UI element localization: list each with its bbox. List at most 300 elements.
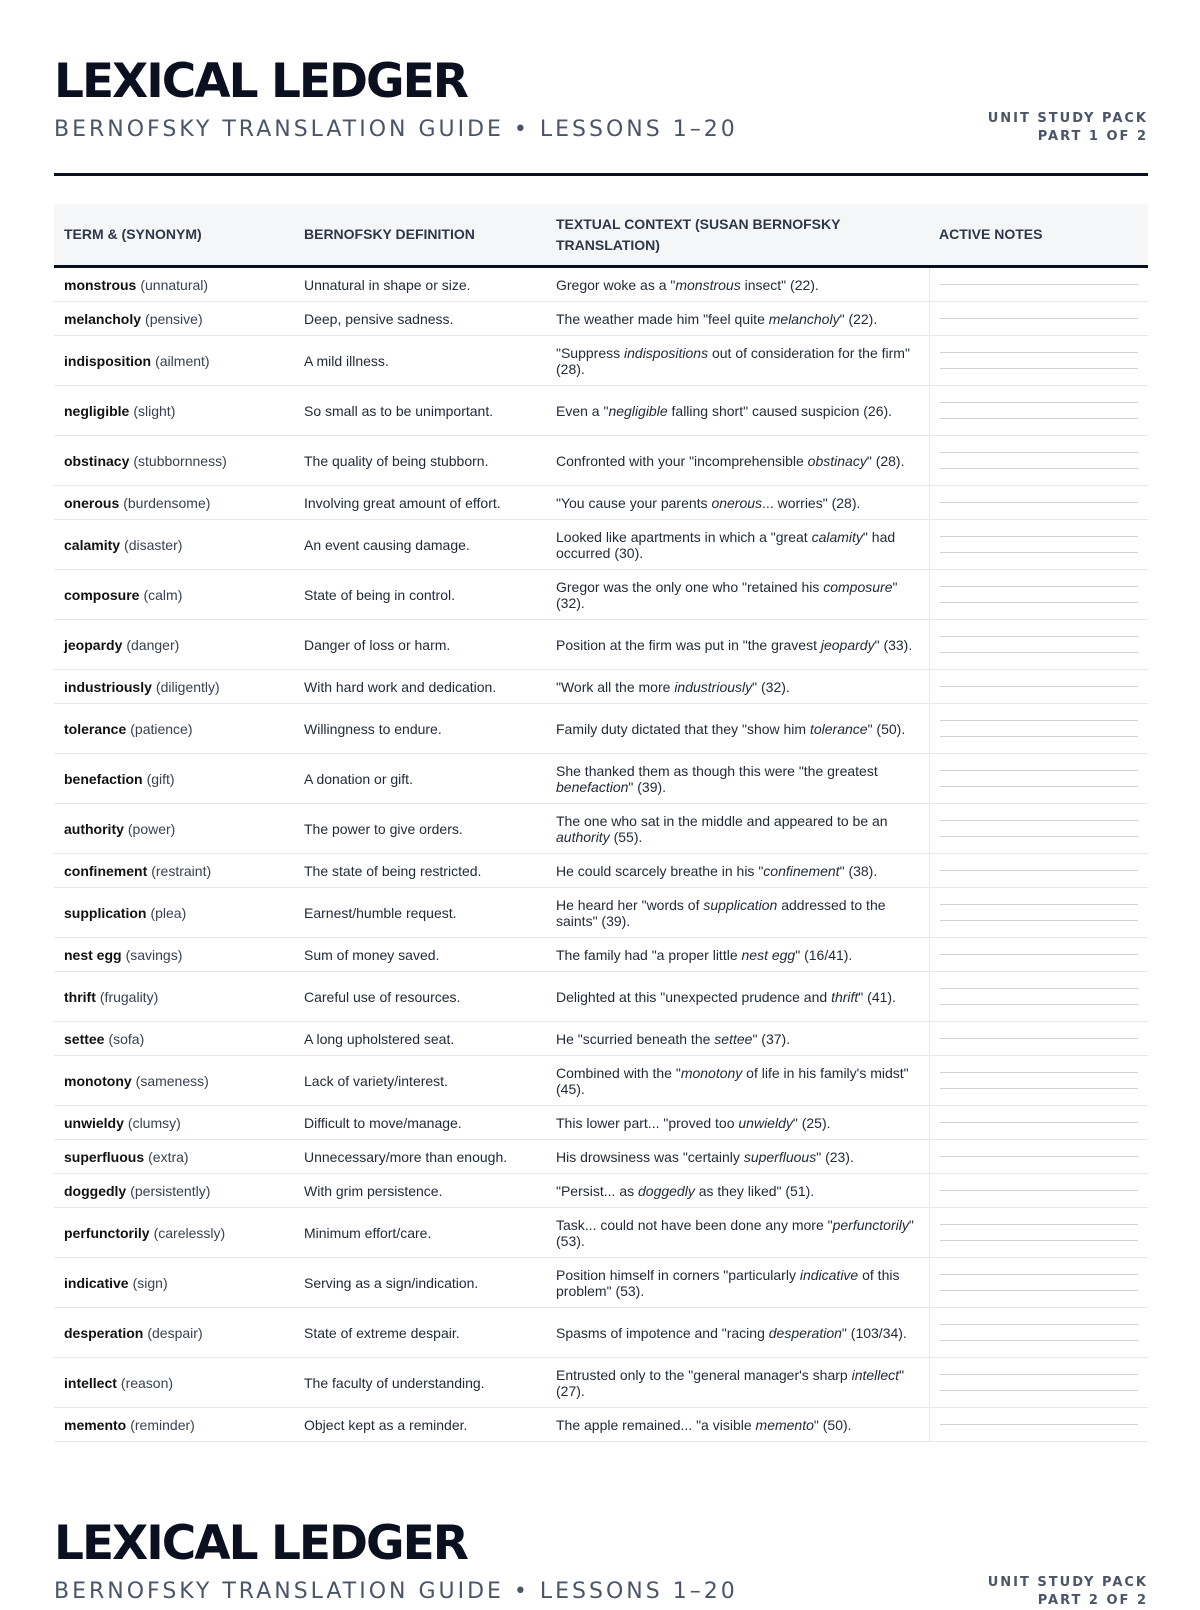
context-after: " (50).	[813, 1416, 852, 1433]
context-before: Family duty dictated that they "show him	[556, 720, 810, 737]
context-cell	[546, 436, 929, 485]
context-before: Looked like apartments in which a "great	[556, 528, 812, 545]
note-line	[940, 636, 1138, 637]
context-quote	[556, 1115, 831, 1131]
term: thrift	[64, 988, 96, 1005]
definition-cell: Serving as a sign/indication.	[304, 1274, 479, 1291]
definition-cell: With hard work and dedication.	[304, 678, 497, 695]
context-before: Delighted at this "unexpected prudence and	[556, 988, 832, 1005]
table-row	[54, 854, 1148, 888]
table-row	[54, 486, 1148, 520]
table-row	[54, 1056, 1148, 1106]
synonym: (power)	[127, 820, 176, 837]
definition-cell: A mild illness.	[304, 352, 389, 369]
table-row	[54, 1022, 1148, 1056]
context-quote	[556, 637, 912, 653]
page-title: LEXICAL LEDGER	[54, 54, 467, 109]
notes-cell[interactable]	[929, 704, 1148, 753]
notes-cell[interactable]	[929, 754, 1148, 803]
note-line	[940, 368, 1138, 369]
table-row	[54, 754, 1148, 804]
context-quote	[556, 1149, 854, 1165]
context-before: Task... could not have been done any more "	[556, 1216, 833, 1233]
definition-cell: Willingness to endure.	[304, 720, 442, 737]
note-line	[940, 1156, 1138, 1157]
notes-cell[interactable]	[929, 486, 1148, 519]
definition-cell: The state of being restricted.	[304, 862, 482, 879]
definition-cell: Earnest/humble request.	[304, 904, 457, 921]
notes-cell[interactable]	[929, 620, 1148, 669]
context-term: indicative	[799, 1266, 859, 1283]
notes-cell[interactable]	[929, 1022, 1148, 1055]
term: jeopardy	[64, 636, 123, 653]
context-term: settee	[714, 1030, 753, 1047]
context-term: composure	[823, 578, 893, 595]
term: authority	[64, 820, 124, 837]
context-before: "You cause your parents	[556, 494, 712, 511]
definition-cell: The faculty of understanding.	[304, 1374, 485, 1391]
context-after: " (103/34).	[841, 1324, 907, 1341]
note-line	[940, 686, 1138, 687]
context-quote	[556, 1065, 917, 1097]
table-row	[54, 570, 1148, 620]
context-cell	[546, 302, 929, 335]
context-after: of this problem" (53).	[556, 1266, 900, 1299]
definition-cell: Lack of variety/interest.	[304, 1072, 448, 1089]
definition-cell: Object kept as a reminder.	[304, 1416, 468, 1433]
term: onerous	[64, 494, 120, 511]
synonym: (savings)	[125, 946, 183, 963]
synonym: (sofa)	[108, 1030, 145, 1047]
notes-cell[interactable]	[929, 1174, 1148, 1207]
definition-cell: The power to give orders.	[304, 820, 463, 837]
context-quote	[556, 721, 905, 737]
table-row	[54, 520, 1148, 570]
notes-cell[interactable]	[929, 268, 1148, 301]
term-cell	[54, 1208, 294, 1257]
notes-cell[interactable]	[929, 854, 1148, 887]
note-line	[940, 1224, 1138, 1225]
note-line	[940, 920, 1138, 921]
term-cell	[54, 386, 294, 435]
table-row	[54, 972, 1148, 1022]
table-row	[54, 436, 1148, 486]
definition-cell: Danger of loss or harm.	[304, 636, 451, 653]
note-line	[940, 452, 1138, 453]
context-after: " had occurred (30).	[556, 528, 896, 561]
note-line	[940, 1374, 1138, 1375]
note-line	[940, 1424, 1138, 1425]
synonym: (unnatural)	[140, 276, 209, 293]
context-after: " (23).	[816, 1148, 854, 1165]
context-quote	[556, 897, 917, 929]
term-cell	[54, 302, 294, 335]
context-quote	[556, 947, 852, 963]
definition-cell: Unnatural in shape or size.	[304, 276, 471, 293]
table-row	[54, 670, 1148, 704]
term: nest egg	[64, 946, 122, 963]
page-header	[54, 54, 1148, 144]
term-cell	[54, 1106, 294, 1139]
context-after: " (28).	[866, 452, 905, 469]
term-cell	[54, 268, 294, 301]
context-term: thrift	[831, 988, 859, 1005]
term-cell	[54, 1358, 294, 1407]
context-term: desperation	[768, 1324, 842, 1341]
term-cell	[54, 1140, 294, 1173]
page-subtitle-part-2: BERNOFSKY TRANSLATION GUIDE • LESSONS 1–20	[54, 1579, 738, 1604]
context-before: Gregor woke as a "	[556, 276, 676, 293]
notes-cell[interactable]	[929, 1408, 1148, 1441]
term: memento	[64, 1416, 127, 1433]
definition-cell: Deep, pensive sadness.	[304, 310, 454, 327]
context-term: tolerance	[809, 720, 868, 737]
table-row	[54, 1106, 1148, 1140]
context-before: The one who sat in the middle and appeared to be an	[556, 812, 888, 829]
table-row	[54, 1140, 1148, 1174]
context-before: "Work all the more	[556, 678, 675, 695]
term: unwieldy	[64, 1114, 124, 1131]
context-quote	[556, 311, 877, 327]
context-term: calamity	[811, 528, 863, 545]
context-quote	[556, 1417, 852, 1433]
context-term: doggedly	[638, 1182, 695, 1199]
table-row	[54, 1174, 1148, 1208]
term: melancholy	[64, 310, 142, 327]
context-cell	[546, 670, 929, 703]
notes-cell[interactable]	[929, 1208, 1148, 1257]
context-after: addressed to the saints" (39).	[556, 896, 886, 929]
notes-cell[interactable]	[929, 1106, 1148, 1139]
context-quote	[556, 989, 896, 1005]
notes-cell[interactable]	[929, 336, 1148, 385]
note-line	[940, 418, 1138, 419]
term: negligible	[64, 402, 130, 419]
context-before: She thanked them as though this were "the greatest	[556, 762, 878, 779]
term-cell	[54, 1308, 294, 1357]
pack-meta-part-2	[988, 1574, 1148, 1610]
notes-cell[interactable]	[929, 670, 1148, 703]
context-after: " (50).	[867, 720, 906, 737]
note-line	[940, 1274, 1138, 1275]
synonym: (calm)	[143, 586, 183, 603]
context-before: The apple remained... "a visible	[556, 1416, 756, 1433]
context-before: Entrusted only to the "general manager's sharp	[556, 1366, 852, 1383]
context-after: " (53).	[556, 1216, 914, 1249]
context-term: authority	[556, 828, 610, 845]
context-after: (55).	[609, 828, 643, 845]
context-before: Gregor was the only one who "retained his	[556, 578, 824, 595]
term-cell	[54, 436, 294, 485]
column-header-notes: ACTIVE NOTES	[939, 226, 1043, 242]
term-cell	[54, 888, 294, 937]
definition-cell: State of extreme despair.	[304, 1324, 460, 1341]
term-cell	[54, 1022, 294, 1055]
context-before: Combined with the "	[556, 1064, 681, 1081]
context-term: perfunctorily	[832, 1216, 909, 1233]
context-quote	[556, 1325, 907, 1341]
note-line	[940, 836, 1138, 837]
table-row	[54, 386, 1148, 436]
context-cell	[546, 520, 929, 569]
part-label-part-2: PART 2 OF 2	[1037, 1593, 1148, 1608]
definition-cell: Involving great amount of effort.	[304, 494, 501, 511]
definition-cell: A long upholstered seat.	[304, 1030, 455, 1047]
table-header	[54, 204, 1148, 268]
definition-cell: A donation or gift.	[304, 770, 413, 787]
context-term: monotony	[680, 1064, 743, 1081]
context-quote	[556, 277, 819, 293]
term-cell	[54, 1258, 294, 1307]
note-line	[940, 1038, 1138, 1039]
term-cell	[54, 520, 294, 569]
context-before: "Persist... as	[556, 1182, 638, 1199]
table-row	[54, 1408, 1148, 1442]
context-after: " (41).	[858, 988, 896, 1005]
context-cell	[546, 1174, 929, 1207]
context-before: He "scurried beneath the	[556, 1030, 715, 1047]
term: doggedly	[64, 1182, 127, 1199]
context-quote	[556, 579, 917, 611]
context-quote	[556, 813, 917, 845]
context-cell	[546, 1140, 929, 1173]
term: settee	[64, 1030, 105, 1047]
context-before: Position himself in corners "particularly	[556, 1266, 800, 1283]
pack-label-part-2: UNIT STUDY PACK	[987, 1575, 1148, 1590]
note-line	[940, 586, 1138, 587]
notes-cell[interactable]	[929, 386, 1148, 435]
definition-cell: With grim persistence.	[304, 1182, 443, 1199]
table-row	[54, 620, 1148, 670]
context-cell	[546, 1106, 929, 1139]
context-after: " (33).	[874, 636, 913, 653]
synonym: (slight)	[133, 402, 176, 419]
context-after: insect" (22).	[740, 276, 819, 293]
context-before: His drowsiness was "certainly	[556, 1148, 744, 1165]
context-quote	[556, 1367, 917, 1399]
context-cell	[546, 386, 929, 435]
term: intellect	[64, 1374, 117, 1391]
context-cell	[546, 1358, 929, 1407]
column-header-definition: BERNOFSKY DEFINITION	[304, 226, 475, 242]
term: monotony	[64, 1072, 132, 1089]
term: industriously	[64, 678, 152, 695]
term-cell	[54, 972, 294, 1021]
note-line	[940, 736, 1138, 737]
term: indisposition	[64, 352, 152, 369]
term: benefaction	[64, 770, 143, 787]
header-divider	[54, 173, 1148, 176]
table-row	[54, 888, 1148, 938]
note-line	[940, 786, 1138, 787]
note-line	[940, 1324, 1138, 1325]
context-term: benefaction	[556, 778, 629, 795]
context-after: " (38).	[839, 862, 878, 879]
column-header-context: TEXTUAL CONTEXT (SUSAN BERNOFSKY TRANSLATION)	[556, 215, 841, 253]
term-cell	[54, 670, 294, 703]
note-line	[940, 552, 1138, 553]
context-cell	[546, 972, 929, 1021]
term-cell	[54, 938, 294, 971]
context-quote	[556, 529, 917, 561]
context-cell	[546, 1308, 929, 1357]
term: tolerance	[64, 720, 127, 737]
context-term: industriously	[674, 678, 753, 695]
context-cell	[546, 570, 929, 619]
note-line	[940, 1290, 1138, 1291]
note-line	[940, 1004, 1138, 1005]
page-title-part-2: LEXICAL LEDGER	[54, 1516, 467, 1571]
context-after: " (16/41).	[795, 946, 853, 963]
notes-cell[interactable]	[929, 436, 1148, 485]
context-before: This lower part... "proved too	[556, 1114, 739, 1131]
table-row	[54, 1358, 1148, 1408]
term-cell	[54, 620, 294, 669]
notes-cell[interactable]	[929, 888, 1148, 937]
notes-cell[interactable]	[929, 972, 1148, 1021]
context-after: " (32).	[556, 578, 898, 611]
pack-meta	[988, 110, 1148, 146]
context-before: Spasms of impotence and "racing	[556, 1324, 769, 1341]
table-row	[54, 336, 1148, 386]
synonym: (danger)	[126, 636, 180, 653]
context-term: jeopardy	[820, 636, 875, 653]
context-quote	[556, 1267, 917, 1299]
synonym: (sign)	[132, 1274, 168, 1291]
term: composure	[64, 586, 140, 603]
notes-cell[interactable]	[929, 1258, 1148, 1307]
synonym: (burdensome)	[123, 494, 211, 511]
context-cell	[546, 804, 929, 853]
notes-cell[interactable]	[929, 1308, 1148, 1357]
context-after: " (25).	[792, 1114, 831, 1131]
synonym: (reminder)	[130, 1416, 195, 1433]
context-cell	[546, 620, 929, 669]
context-after: of life in his family's midst" (45).	[556, 1064, 909, 1097]
note-line	[940, 602, 1138, 603]
note-line	[940, 1340, 1138, 1341]
synonym: (diligently)	[155, 678, 220, 695]
page-subtitle: BERNOFSKY TRANSLATION GUIDE • LESSONS 1–20	[54, 117, 738, 142]
synonym: (patience)	[130, 720, 193, 737]
note-line	[940, 954, 1138, 955]
note-line	[940, 318, 1138, 319]
definition-cell: Difficult to move/manage.	[304, 1114, 462, 1131]
context-after: " (37).	[752, 1030, 791, 1047]
notes-cell[interactable]	[929, 302, 1148, 335]
context-after: as they liked" (51).	[694, 1182, 815, 1199]
note-line	[940, 1122, 1138, 1123]
term: desperation	[64, 1324, 144, 1341]
context-cell	[546, 1258, 929, 1307]
context-quote	[556, 345, 917, 377]
notes-cell[interactable]	[929, 1056, 1148, 1105]
term-cell	[54, 486, 294, 519]
note-line	[940, 1240, 1138, 1241]
term: supplication	[64, 904, 147, 921]
term: calamity	[64, 536, 121, 553]
context-before: Position at the firm was put in "the gravest	[556, 636, 821, 653]
term: confinement	[64, 862, 148, 879]
synonym: (gift)	[146, 770, 175, 787]
note-line	[940, 352, 1138, 353]
term-cell	[54, 1408, 294, 1441]
synonym: (persistently)	[130, 1182, 211, 1199]
table-row	[54, 1308, 1148, 1358]
context-before: Even a "	[556, 402, 609, 419]
note-line	[940, 536, 1138, 537]
note-line	[940, 284, 1138, 285]
notes-cell[interactable]	[929, 520, 1148, 569]
context-before: The weather made him "feel quite	[556, 310, 769, 327]
context-after: ... worries" (28).	[762, 494, 861, 511]
definition-cell: Minimum effort/care.	[304, 1224, 432, 1241]
note-line	[940, 870, 1138, 871]
term-cell	[54, 570, 294, 619]
context-cell	[546, 1056, 929, 1105]
definition-cell: State of being in control.	[304, 586, 455, 603]
context-before: "Suppress	[556, 344, 625, 361]
context-term: melancholy	[768, 310, 840, 327]
notes-cell[interactable]	[929, 570, 1148, 619]
note-line	[940, 468, 1138, 469]
note-line	[940, 820, 1138, 821]
note-line	[940, 904, 1138, 905]
table-body	[54, 268, 1148, 1442]
synonym: (reason)	[120, 1374, 174, 1391]
context-term: intellect	[851, 1366, 900, 1383]
note-line	[940, 720, 1138, 721]
notes-cell[interactable]	[929, 1358, 1148, 1407]
context-quote	[556, 1031, 790, 1047]
context-cell	[546, 888, 929, 937]
context-quote	[556, 495, 860, 511]
context-quote	[556, 1217, 917, 1249]
note-line	[940, 1190, 1138, 1191]
page-header-part-2	[54, 1516, 1148, 1608]
notes-cell[interactable]	[929, 1140, 1148, 1173]
term: superfluous	[64, 1148, 145, 1165]
term-cell	[54, 1056, 294, 1105]
part-label: PART 1 OF 2	[1037, 129, 1148, 144]
context-term: indispositions	[624, 344, 709, 361]
context-before: The family had "a proper little	[556, 946, 742, 963]
context-after: " (39).	[628, 778, 667, 795]
context-term: superfluous	[743, 1148, 817, 1165]
context-quote	[556, 453, 904, 469]
notes-cell[interactable]	[929, 804, 1148, 853]
context-cell	[546, 704, 929, 753]
context-term: supplication	[703, 896, 778, 913]
context-term: monstrous	[675, 276, 741, 293]
synonym: (despair)	[147, 1324, 203, 1341]
definition-cell: Unnecessary/more than enough.	[304, 1148, 508, 1165]
note-line	[940, 1088, 1138, 1089]
context-quote	[556, 863, 877, 879]
definition-cell: The quality of being stubborn.	[304, 452, 489, 469]
synonym: (carelessly)	[153, 1224, 226, 1241]
synonym: (plea)	[150, 904, 187, 921]
synonym: (disaster)	[124, 536, 183, 553]
context-after: " (32).	[752, 678, 790, 695]
context-cell	[546, 1022, 929, 1055]
synonym: (clumsy)	[127, 1114, 181, 1131]
context-term: unwieldy	[738, 1114, 793, 1131]
context-quote	[556, 763, 917, 795]
vocabulary-table	[54, 204, 1148, 1442]
notes-cell[interactable]	[929, 938, 1148, 971]
context-cell	[546, 268, 929, 301]
